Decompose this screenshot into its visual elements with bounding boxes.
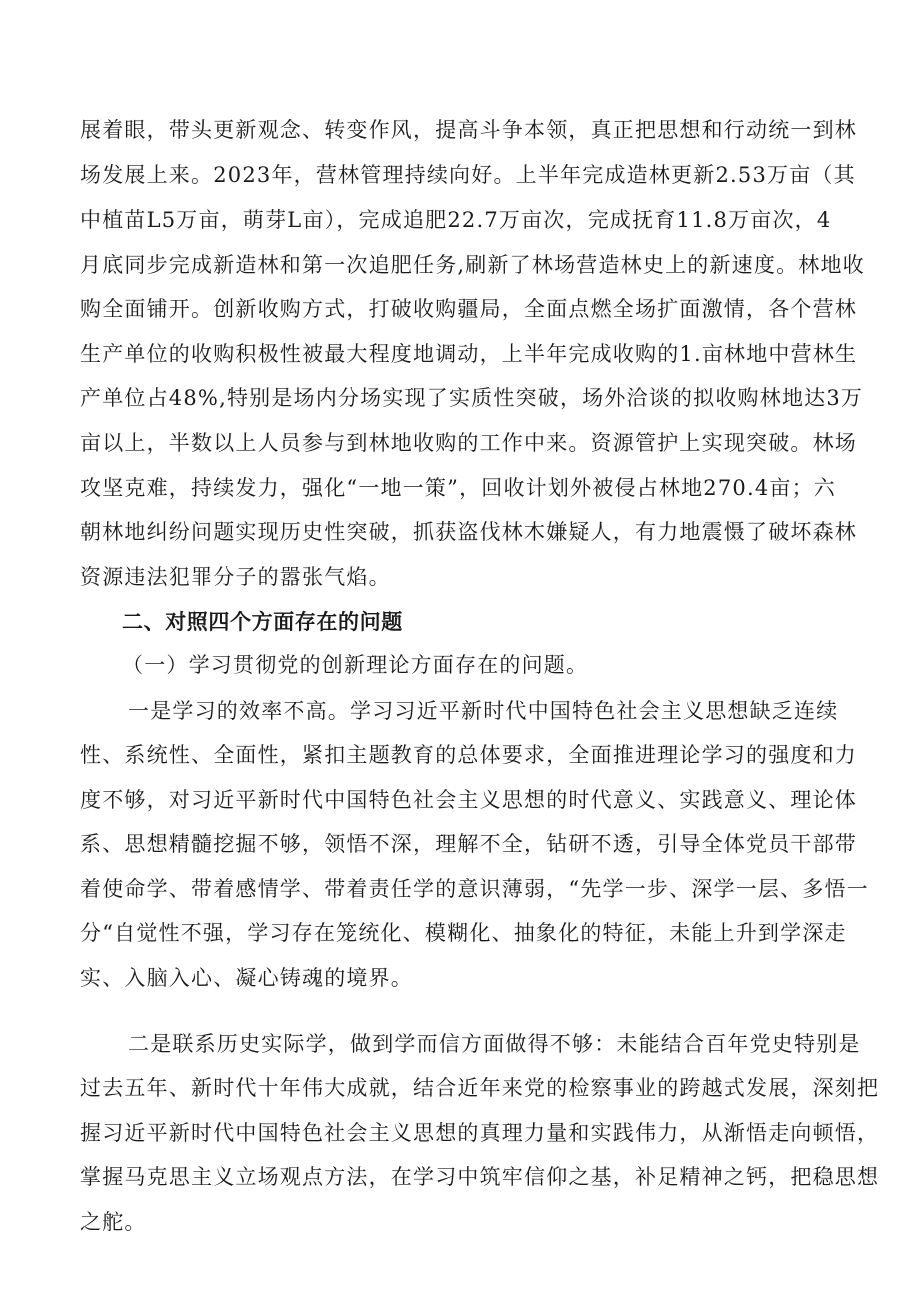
subsection-heading: （一）学习贯彻党的创新理论方面存在的问题。 bbox=[122, 653, 589, 677]
paragraph-3-line-1: 二是联系历史实际学，做到学而信方面做得不够：未能结合百年党史特别是 bbox=[128, 1032, 861, 1056]
paragraph-1-line-6: 生产单位的收购积极性被最大程度地调动，上半年完成收购的1.亩林地中营林生 bbox=[80, 342, 858, 366]
paragraph-1-line-9: 攻坚克难，持续发力，强化“一地一策”，回收计划外被侵占林地270.4亩；六 bbox=[80, 476, 836, 500]
paragraph-3-line-2: 过去五年、新时代十年伟大成就，结合近年来党的检察事业的跨越式发展，深刻把 bbox=[80, 1076, 880, 1100]
paragraph-2-line-7: 实、入脑入心、凝心铸魂的境界。 bbox=[80, 966, 413, 990]
paragraph-1-line-3: 中植苗L5万亩，萌芽L亩），完成追肥22.7万亩次，完成抚育11.8万亩次，4 bbox=[80, 208, 832, 232]
paragraph-2-line-6: 分“自觉性不强，学习存在笼统化、模糊化、抽象化的特征，未能上升到学深走 bbox=[80, 921, 847, 945]
paragraph-2-line-3: 度不够，对习近平新时代中国特色社会主义思想的时代意义、实践意义、理论体 bbox=[80, 788, 857, 812]
paragraph-2-line-1: 一是学习的效率不高。学习习近平新时代中国特色社会主义思想缺乏连续 bbox=[128, 699, 839, 723]
paragraph-1-line-11: 资源违法犯罪分子的嚣张气焰。 bbox=[80, 565, 391, 589]
paragraph-2-line-4: 系、思想精髓挖掘不够，领悟不深，理解不全，钻研不透，引导全体党员干部带 bbox=[80, 832, 857, 856]
paragraph-2-line-5: 着使命学、带着感情学、带着责任学的意识薄弱，“先学一步、深学一层、多悟一 bbox=[80, 877, 869, 901]
paragraph-3-line-5: 之舵。 bbox=[80, 1210, 147, 1234]
paragraph-1-line-5: 购全面铺开。创新收购方式，打破收购疆局，全面点燃全场扩面激情，各个营林 bbox=[80, 297, 857, 321]
section-heading: 二、对照四个方面存在的问题 bbox=[122, 610, 403, 634]
paragraph-1-line-4: 月底同步完成新造林和第一次追肥任务,刷新了林场营造林史上的新速度。林地收 bbox=[80, 253, 865, 277]
paragraph-3-line-4: 掌握马克思主义立场观点方法，在学习中筑牢信仰之基，补足精神之钙，把稳思想 bbox=[80, 1165, 880, 1189]
paragraph-1-line-8: 亩以上，半数以上人员参与到林地收购的工作中来。资源管护上实现突破。林场 bbox=[80, 431, 857, 455]
paragraph-2-line-2: 性、系统性、全面性，紧扣主题教育的总体要求，全面推进理论学习的强度和力 bbox=[80, 743, 857, 767]
paragraph-1-line-2: 场发展上来。2023年，营林管理持续向好。上半年完成造林更新2.53万亩（其 bbox=[80, 163, 856, 187]
paragraph-1-line-7: 产单位占48%,特别是场内分场实现了实质性突破，场外洽谈的拟收购林地达3万 bbox=[80, 386, 864, 410]
paragraph-1-line-10: 朝林地纠纷问题实现历史性突破，抓获盗伐林木嫌疑人，有力地震慑了破坏森林 bbox=[80, 520, 857, 544]
paragraph-3-line-3: 握习近平新时代中国特色社会主义思想的真理力量和实践伟力，从渐悟走向顿悟， bbox=[80, 1121, 880, 1145]
paragraph-1-line-1: 展着眼，带头更新观念、转变作风，提高斗争本领，真正把思想和行动统一到林 bbox=[80, 118, 857, 142]
